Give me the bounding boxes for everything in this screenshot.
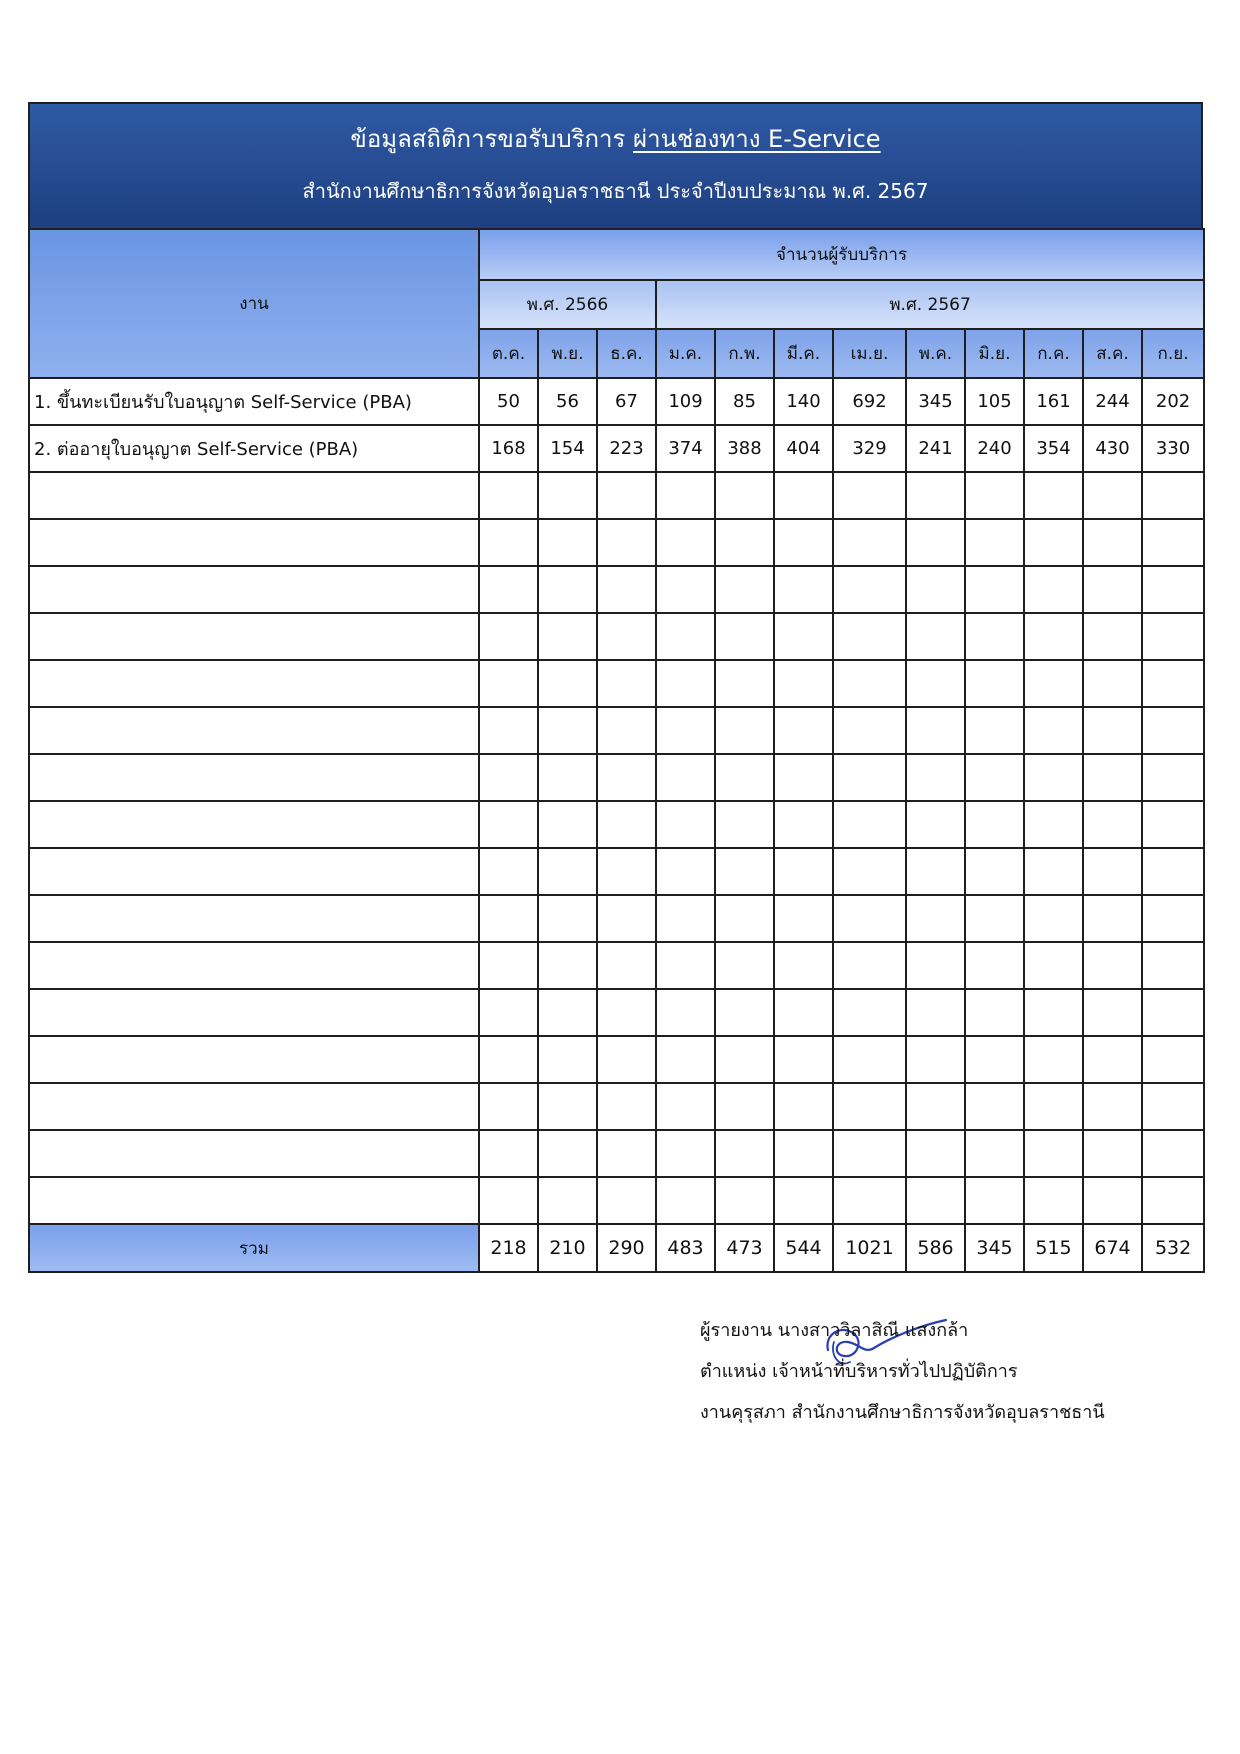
empty-cell xyxy=(833,519,906,566)
empty-cell xyxy=(1083,1130,1142,1177)
reporter-block xyxy=(700,1310,1105,1433)
empty-cell xyxy=(597,942,656,989)
empty-cell xyxy=(906,754,965,801)
empty-row xyxy=(29,989,1204,1036)
month-header: มิ.ย. xyxy=(965,329,1024,378)
empty-cell xyxy=(597,1036,656,1083)
empty-cell xyxy=(29,707,479,754)
empty-cell xyxy=(1024,801,1083,848)
empty-cell xyxy=(1024,848,1083,895)
empty-cell xyxy=(597,1177,656,1224)
total-cell-value: 515 xyxy=(1024,1224,1083,1272)
empty-cell xyxy=(29,566,479,613)
empty-cell xyxy=(774,1083,833,1130)
empty-cell xyxy=(1083,566,1142,613)
empty-cell xyxy=(656,1083,715,1130)
empty-cell xyxy=(656,566,715,613)
empty-cell xyxy=(1083,660,1142,707)
year-header: พ.ศ. 2566 xyxy=(479,280,656,329)
empty-cell xyxy=(597,566,656,613)
empty-cell xyxy=(715,519,774,566)
empty-cell xyxy=(1083,519,1142,566)
row-cell-value: 85 xyxy=(715,378,774,425)
empty-cell xyxy=(906,660,965,707)
empty-cell xyxy=(1142,566,1204,613)
empty-cell xyxy=(538,942,597,989)
empty-cell xyxy=(1083,1036,1142,1083)
empty-row xyxy=(29,566,1204,613)
empty-cell xyxy=(1083,472,1142,519)
total-cell-value: 210 xyxy=(538,1224,597,1272)
empty-cell xyxy=(479,660,538,707)
month-header: เม.ย. xyxy=(833,329,906,378)
row-cell-value: 241 xyxy=(906,425,965,472)
empty-cell xyxy=(965,989,1024,1036)
empty-row xyxy=(29,519,1204,566)
empty-cell xyxy=(1142,519,1204,566)
statistics-sheet xyxy=(28,102,1203,1273)
empty-cell xyxy=(833,754,906,801)
empty-cell xyxy=(29,801,479,848)
empty-cell xyxy=(656,707,715,754)
row-work-name: 1. ขึ้นทะเบียนรับใบอนุญาต Self-Service (PBA) xyxy=(29,378,479,425)
empty-cell xyxy=(906,942,965,989)
empty-cell xyxy=(774,707,833,754)
empty-cell xyxy=(715,895,774,942)
month-header: ก.ค. xyxy=(1024,329,1083,378)
statistics-table xyxy=(28,228,1205,1273)
total-cell-value: 1021 xyxy=(833,1224,906,1272)
empty-cell xyxy=(965,895,1024,942)
empty-cell xyxy=(597,613,656,660)
empty-cell xyxy=(1083,942,1142,989)
empty-cell xyxy=(833,1177,906,1224)
empty-cell xyxy=(538,566,597,613)
empty-cell xyxy=(597,801,656,848)
page-title xyxy=(30,104,1201,156)
empty-cell xyxy=(774,519,833,566)
table-row xyxy=(29,425,1204,472)
empty-cell xyxy=(1142,1083,1204,1130)
year-header: พ.ศ. 2567 xyxy=(656,280,1204,329)
empty-cell xyxy=(29,895,479,942)
empty-cell xyxy=(29,472,479,519)
empty-cell xyxy=(1083,1177,1142,1224)
empty-cell xyxy=(965,754,1024,801)
month-header: มี.ค. xyxy=(774,329,833,378)
empty-cell xyxy=(833,1083,906,1130)
empty-cell xyxy=(906,989,965,1036)
empty-cell xyxy=(656,1177,715,1224)
empty-cell xyxy=(715,566,774,613)
empty-cell xyxy=(1142,895,1204,942)
empty-cell xyxy=(597,707,656,754)
row-cell-value: 202 xyxy=(1142,378,1204,425)
empty-cell xyxy=(774,1177,833,1224)
empty-cell xyxy=(1024,942,1083,989)
empty-cell xyxy=(656,989,715,1036)
empty-cell xyxy=(1024,895,1083,942)
empty-cell xyxy=(774,895,833,942)
empty-cell xyxy=(479,895,538,942)
empty-cell xyxy=(538,754,597,801)
empty-cell xyxy=(656,848,715,895)
empty-cell xyxy=(1083,1083,1142,1130)
row-cell-value: 223 xyxy=(597,425,656,472)
row-cell-value: 430 xyxy=(1083,425,1142,472)
empty-cell xyxy=(833,989,906,1036)
empty-cell xyxy=(715,660,774,707)
total-cell-value: 345 xyxy=(965,1224,1024,1272)
row-cell-value: 168 xyxy=(479,425,538,472)
empty-cell xyxy=(833,1036,906,1083)
empty-cell xyxy=(656,1130,715,1177)
month-header: ต.ค. xyxy=(479,329,538,378)
empty-cell xyxy=(538,989,597,1036)
empty-cell xyxy=(715,848,774,895)
row-cell-value: 154 xyxy=(538,425,597,472)
empty-cell xyxy=(656,754,715,801)
empty-cell xyxy=(774,660,833,707)
empty-cell xyxy=(29,1130,479,1177)
empty-cell xyxy=(479,566,538,613)
table-row xyxy=(29,378,1204,425)
empty-cell xyxy=(965,942,1024,989)
empty-cell xyxy=(774,1130,833,1177)
row-cell-value: 109 xyxy=(656,378,715,425)
empty-row xyxy=(29,801,1204,848)
empty-cell xyxy=(774,754,833,801)
empty-cell xyxy=(538,1083,597,1130)
empty-cell xyxy=(479,1130,538,1177)
empty-cell xyxy=(1142,613,1204,660)
empty-cell xyxy=(965,660,1024,707)
empty-cell xyxy=(538,472,597,519)
empty-cell xyxy=(656,472,715,519)
row-cell-value: 345 xyxy=(906,378,965,425)
empty-cell xyxy=(833,472,906,519)
empty-cell xyxy=(833,942,906,989)
empty-cell xyxy=(833,1130,906,1177)
empty-cell xyxy=(597,754,656,801)
count-header: จำนวนผู้รับบริการ xyxy=(479,229,1204,280)
empty-cell xyxy=(479,754,538,801)
empty-cell xyxy=(1083,848,1142,895)
empty-row xyxy=(29,895,1204,942)
empty-cell xyxy=(833,707,906,754)
empty-cell xyxy=(965,707,1024,754)
empty-cell xyxy=(597,1130,656,1177)
empty-cell xyxy=(774,801,833,848)
reporter-name: ผู้รายงาน นางสาววิลาสิณี แสงกล้า xyxy=(700,1320,969,1341)
empty-cell xyxy=(774,942,833,989)
total-cell-value: 218 xyxy=(479,1224,538,1272)
empty-row xyxy=(29,1130,1204,1177)
total-row xyxy=(29,1224,1204,1272)
empty-cell xyxy=(479,848,538,895)
empty-cell xyxy=(774,566,833,613)
empty-cell xyxy=(965,1083,1024,1130)
empty-cell xyxy=(1083,707,1142,754)
row-cell-value: 374 xyxy=(656,425,715,472)
row-cell-value: 404 xyxy=(774,425,833,472)
empty-cell xyxy=(1024,613,1083,660)
empty-cell xyxy=(538,895,597,942)
empty-cell xyxy=(479,613,538,660)
empty-cell xyxy=(1142,989,1204,1036)
row-cell-value: 388 xyxy=(715,425,774,472)
empty-cell xyxy=(479,472,538,519)
empty-cell xyxy=(538,848,597,895)
empty-cell xyxy=(656,801,715,848)
empty-cell xyxy=(833,895,906,942)
empty-cell xyxy=(1142,1177,1204,1224)
row-cell-value: 244 xyxy=(1083,378,1142,425)
empty-cell xyxy=(965,1177,1024,1224)
row-cell-value: 105 xyxy=(965,378,1024,425)
empty-cell xyxy=(906,707,965,754)
title-prefix: ข้อมูลสถิติการขอรับบริการ xyxy=(350,125,634,153)
empty-cell xyxy=(656,1036,715,1083)
empty-cell xyxy=(715,1130,774,1177)
empty-cell xyxy=(538,1177,597,1224)
empty-cell xyxy=(965,801,1024,848)
empty-cell xyxy=(906,519,965,566)
empty-cell xyxy=(1083,613,1142,660)
empty-cell xyxy=(1024,660,1083,707)
empty-cell xyxy=(906,801,965,848)
empty-cell xyxy=(906,848,965,895)
page-subtitle: สำนักงานศึกษาธิการจังหวัดอุบลราชธานี ประจำปีงบประมาณ พ.ศ. 2567 xyxy=(302,179,929,203)
empty-cell xyxy=(1083,801,1142,848)
empty-cell xyxy=(656,895,715,942)
empty-cell xyxy=(538,1130,597,1177)
row-cell-value: 140 xyxy=(774,378,833,425)
empty-cell xyxy=(906,566,965,613)
row-cell-value: 354 xyxy=(1024,425,1083,472)
empty-row xyxy=(29,754,1204,801)
empty-cell xyxy=(715,1036,774,1083)
empty-cell xyxy=(833,566,906,613)
empty-cell xyxy=(1142,848,1204,895)
empty-cell xyxy=(1142,942,1204,989)
empty-row xyxy=(29,942,1204,989)
empty-cell xyxy=(1024,1130,1083,1177)
title-banner xyxy=(28,102,1203,228)
empty-cell xyxy=(715,613,774,660)
empty-cell xyxy=(774,472,833,519)
total-cell-value: 532 xyxy=(1142,1224,1204,1272)
empty-cell xyxy=(597,519,656,566)
empty-cell xyxy=(597,895,656,942)
row-cell-value: 692 xyxy=(833,378,906,425)
total-cell-value: 473 xyxy=(715,1224,774,1272)
row-cell-value: 56 xyxy=(538,378,597,425)
empty-cell xyxy=(906,1036,965,1083)
empty-cell xyxy=(715,942,774,989)
empty-cell xyxy=(965,472,1024,519)
empty-cell xyxy=(29,989,479,1036)
empty-cell xyxy=(538,801,597,848)
row-cell-value: 50 xyxy=(479,378,538,425)
empty-row xyxy=(29,1083,1204,1130)
total-cell-value: 586 xyxy=(906,1224,965,1272)
empty-cell xyxy=(479,1177,538,1224)
month-header: ธ.ค. xyxy=(597,329,656,378)
empty-cell xyxy=(538,660,597,707)
total-cell-value: 544 xyxy=(774,1224,833,1272)
month-header: ส.ค. xyxy=(1083,329,1142,378)
empty-cell xyxy=(29,1177,479,1224)
empty-cell xyxy=(715,1177,774,1224)
empty-cell xyxy=(1024,707,1083,754)
row-cell-value: 329 xyxy=(833,425,906,472)
empty-cell xyxy=(597,660,656,707)
empty-row xyxy=(29,660,1204,707)
empty-cell xyxy=(29,754,479,801)
empty-row xyxy=(29,1177,1204,1224)
empty-cell xyxy=(479,942,538,989)
empty-cell xyxy=(906,613,965,660)
empty-cell xyxy=(1142,1130,1204,1177)
empty-cell xyxy=(833,660,906,707)
empty-cell xyxy=(479,1083,538,1130)
empty-cell xyxy=(479,1036,538,1083)
empty-cell xyxy=(597,472,656,519)
month-header: พ.ค. xyxy=(906,329,965,378)
empty-cell xyxy=(965,613,1024,660)
empty-cell xyxy=(1142,1036,1204,1083)
row-work-name: 2. ต่ออายุใบอนุญาต Self-Service (PBA) xyxy=(29,425,479,472)
empty-cell xyxy=(715,989,774,1036)
empty-cell xyxy=(29,1036,479,1083)
month-header: ก.ย. xyxy=(1142,329,1204,378)
empty-cell xyxy=(715,472,774,519)
empty-cell xyxy=(715,1083,774,1130)
row-cell-value: 67 xyxy=(597,378,656,425)
empty-cell xyxy=(1024,1083,1083,1130)
empty-row xyxy=(29,1036,1204,1083)
empty-cell xyxy=(965,1130,1024,1177)
empty-cell xyxy=(774,989,833,1036)
empty-cell xyxy=(538,519,597,566)
empty-cell xyxy=(774,848,833,895)
empty-cell xyxy=(715,801,774,848)
empty-cell xyxy=(1024,1036,1083,1083)
empty-cell xyxy=(1142,801,1204,848)
empty-cell xyxy=(29,848,479,895)
empty-cell xyxy=(29,1083,479,1130)
empty-cell xyxy=(1024,472,1083,519)
empty-cell xyxy=(29,942,479,989)
empty-cell xyxy=(715,707,774,754)
row-cell-value: 161 xyxy=(1024,378,1083,425)
empty-cell xyxy=(774,613,833,660)
empty-cell xyxy=(479,801,538,848)
empty-cell xyxy=(656,613,715,660)
empty-cell xyxy=(1083,895,1142,942)
empty-cell xyxy=(1024,989,1083,1036)
month-header: ม.ค. xyxy=(656,329,715,378)
empty-cell xyxy=(29,613,479,660)
row-cell-value: 240 xyxy=(965,425,1024,472)
empty-cell xyxy=(1142,707,1204,754)
reporter-unit: งานคุรุสภา สำนักงานศึกษาธิการจังหวัดอุบลราชธานี xyxy=(700,1402,1105,1423)
total-cell-value: 290 xyxy=(597,1224,656,1272)
empty-cell xyxy=(906,895,965,942)
empty-cell xyxy=(479,519,538,566)
empty-cell xyxy=(1024,754,1083,801)
empty-cell xyxy=(906,472,965,519)
empty-row xyxy=(29,707,1204,754)
total-cell-value: 674 xyxy=(1083,1224,1142,1272)
total-label: รวม xyxy=(29,1224,479,1272)
work-column-header: งาน xyxy=(29,229,479,378)
empty-cell xyxy=(1142,754,1204,801)
empty-row xyxy=(29,848,1204,895)
row-cell-value: 330 xyxy=(1142,425,1204,472)
empty-cell xyxy=(965,1036,1024,1083)
empty-cell xyxy=(1024,1177,1083,1224)
empty-cell xyxy=(29,519,479,566)
empty-cell xyxy=(479,707,538,754)
total-cell-value: 483 xyxy=(656,1224,715,1272)
empty-cell xyxy=(656,660,715,707)
empty-row xyxy=(29,613,1204,660)
title-channel: ผ่านช่องทาง E-Service xyxy=(633,125,881,153)
empty-cell xyxy=(833,801,906,848)
empty-cell xyxy=(597,989,656,1036)
empty-cell xyxy=(906,1130,965,1177)
empty-cell xyxy=(774,1036,833,1083)
empty-cell xyxy=(833,848,906,895)
empty-row xyxy=(29,472,1204,519)
empty-cell xyxy=(833,613,906,660)
reporter-position: ตำแหน่ง เจ้าหน้าที่บริหารทั่วไปปฏิบัติการ xyxy=(700,1361,1018,1382)
empty-cell xyxy=(965,519,1024,566)
empty-cell xyxy=(29,660,479,707)
empty-cell xyxy=(965,848,1024,895)
empty-cell xyxy=(538,613,597,660)
empty-cell xyxy=(906,1177,965,1224)
empty-cell xyxy=(1142,472,1204,519)
month-header: พ.ย. xyxy=(538,329,597,378)
empty-cell xyxy=(1142,660,1204,707)
empty-cell xyxy=(656,942,715,989)
empty-cell xyxy=(538,707,597,754)
empty-cell xyxy=(1083,989,1142,1036)
empty-cell xyxy=(479,989,538,1036)
empty-cell xyxy=(906,1083,965,1130)
empty-cell xyxy=(538,1036,597,1083)
empty-cell xyxy=(1083,754,1142,801)
empty-cell xyxy=(965,566,1024,613)
empty-cell xyxy=(597,848,656,895)
empty-cell xyxy=(1024,566,1083,613)
empty-cell xyxy=(715,754,774,801)
empty-cell xyxy=(656,519,715,566)
empty-cell xyxy=(597,1083,656,1130)
month-header: ก.พ. xyxy=(715,329,774,378)
empty-cell xyxy=(1024,519,1083,566)
